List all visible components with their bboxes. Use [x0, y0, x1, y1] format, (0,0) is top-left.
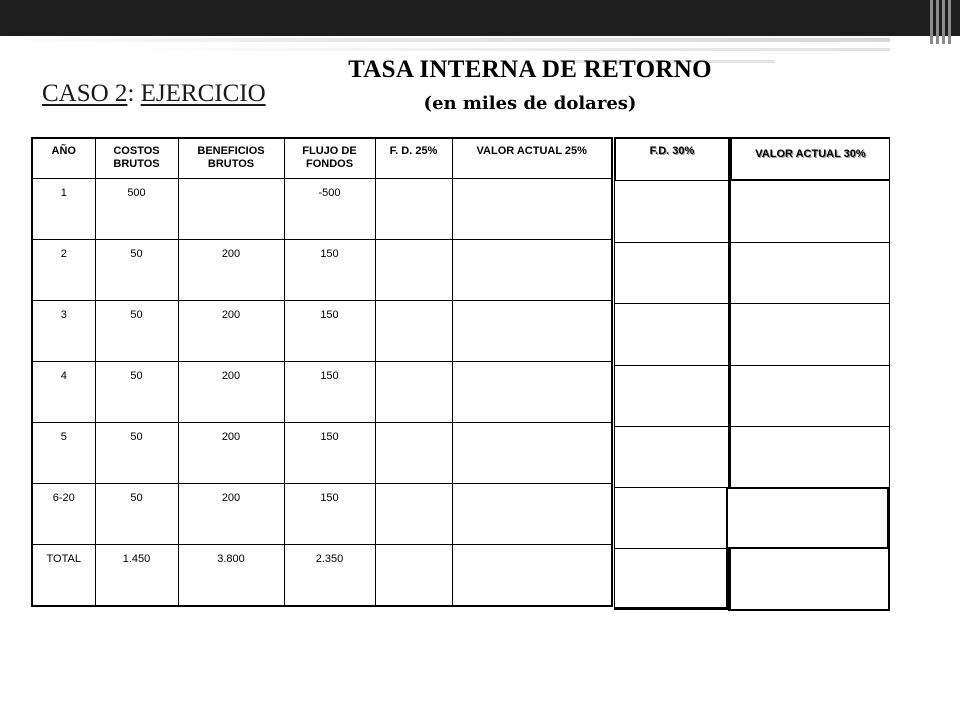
table-row: [32, 423, 612, 484]
cell-va25: [452, 179, 612, 240]
top-banner: [0, 0, 960, 36]
table-header-row: [32, 138, 612, 179]
cell-year: 2: [32, 240, 95, 301]
cell-va25: [452, 362, 612, 423]
fd30-cell: [614, 487, 726, 549]
cell-flow: 150: [284, 423, 375, 484]
cell-fd25: [375, 423, 452, 484]
cell-benefits: 3.800: [178, 545, 284, 607]
irr-table: [31, 137, 613, 607]
cell-flow: -500: [284, 179, 375, 240]
va30-cell: [726, 487, 890, 549]
cell-year: 3: [32, 301, 95, 362]
cell-year: 5: [32, 423, 95, 484]
cell-va25: [452, 545, 612, 607]
cell-benefits: 200: [178, 240, 284, 301]
case-prefix: CASO 2: [42, 80, 128, 107]
cell-flow: 150: [284, 301, 375, 362]
fd30-cell: [614, 548, 728, 610]
fd30-header: F.D. 30%: [614, 137, 730, 181]
header-costs: [95, 138, 178, 179]
cell-flow: 150: [284, 240, 375, 301]
table-total-row: [32, 545, 612, 607]
header-costs-line2: BRUTOS: [113, 158, 160, 170]
table-row: [32, 484, 612, 545]
page-subtitle: (en miles de dolares): [423, 93, 637, 114]
cell-fd25: [375, 240, 452, 301]
table-row: [32, 240, 612, 301]
cell-fd25: [375, 179, 452, 240]
table-row: [32, 301, 612, 362]
va30-cell: [730, 365, 890, 427]
cell-flow: 2.350: [284, 545, 375, 607]
va30-cell: [730, 426, 890, 488]
case-name: EJERCICIO: [140, 80, 266, 107]
cell-benefits: 200: [178, 301, 284, 362]
banner-stripes: [926, 0, 960, 44]
va30-cell: [730, 180, 890, 243]
fd30-cell: [614, 303, 730, 366]
header-costs-line1: COSTOS: [113, 145, 160, 157]
cell-fd25: [375, 484, 452, 545]
cell-costs: 50: [95, 362, 178, 423]
decor-bar: [120, 48, 890, 51]
cell-va25: [452, 240, 612, 301]
cell-year: TOTAL: [32, 545, 95, 607]
cell-benefits: 200: [178, 484, 284, 545]
header-benefits-line1: BENEFICIOS: [197, 145, 265, 157]
cell-fd25: [375, 362, 452, 423]
cell-benefits: 200: [178, 423, 284, 484]
va30-header: VALOR ACTUAL 30%: [730, 137, 890, 181]
cell-costs: 500: [95, 179, 178, 240]
fd30-cell: [614, 180, 730, 243]
header-flow-line1: FLUJO DE: [302, 145, 357, 157]
cell-fd25: [375, 545, 452, 607]
header-year: AÑO: [32, 138, 95, 179]
cell-costs: 50: [95, 484, 178, 545]
header-flow-line2: FONDOS: [305, 158, 354, 170]
table-row: [32, 179, 612, 240]
header-benefits: [178, 138, 284, 179]
cell-costs: 50: [95, 301, 178, 362]
header-benefits-line2: BRUTOS: [207, 158, 255, 170]
cell-va25: [452, 301, 612, 362]
header-va25: VALOR ACTUAL 25%: [452, 138, 612, 179]
cell-flow: 150: [284, 362, 375, 423]
cell-year: 1: [32, 179, 95, 240]
va30-cell: [730, 303, 890, 366]
fd30-cell: [614, 365, 730, 427]
decor-bar: [0, 38, 890, 42]
va30-cell: [728, 548, 890, 611]
cell-year: 6-20: [32, 484, 95, 545]
cell-fd25: [375, 301, 452, 362]
table-row: [32, 362, 612, 423]
fd30-cell: [614, 242, 730, 304]
va30-cell: [730, 242, 890, 304]
cell-costs: 1.450: [95, 545, 178, 607]
page-title: TASA INTERNA DE RETORNO: [348, 56, 712, 83]
cell-benefits: 200: [178, 362, 284, 423]
cell-costs: 50: [95, 240, 178, 301]
cell-year: 4: [32, 362, 95, 423]
fd30-cell: [614, 426, 730, 488]
cell-benefits: [178, 179, 284, 240]
cell-va25: [452, 423, 612, 484]
case-label: [42, 80, 266, 108]
cell-costs: 50: [95, 423, 178, 484]
header-fd25: F. D. 25%: [375, 138, 452, 179]
cell-va25: [452, 484, 612, 545]
header-flow: [284, 138, 375, 179]
case-separator: :: [127, 80, 141, 107]
cell-flow: 150: [284, 484, 375, 545]
